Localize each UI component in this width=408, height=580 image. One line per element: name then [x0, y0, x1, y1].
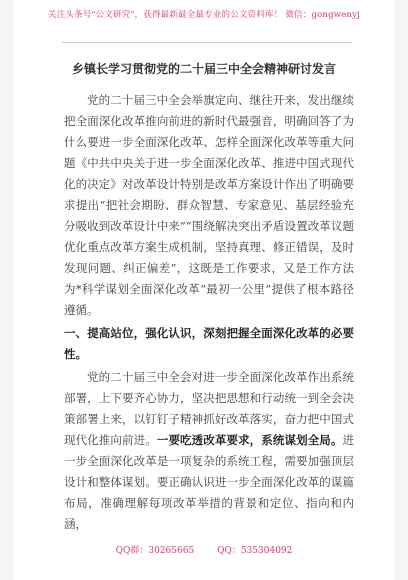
header-banner: 关注头条号"公文研究"，获得最新最全最专业的公文资料库！ 微信：gongwenyj: [48, 10, 360, 20]
document-title: 乡镇长学习贯彻党的二十届三中全会精神研讨发言: [71, 62, 336, 76]
footer-contact: [14, 543, 394, 556]
footer-qq: QQ：535304092: [217, 546, 293, 556]
header-divider: [62, 42, 352, 43]
paragraph-1: 党的二十届三中全会举旗定向、继往开来，发出继续把全面深化改革推向前进的新时代最强音，明确回答了为什么要进一步全面深化改革、怎样全面深化改革等重大问题《中共中央关于进一步全面深化改革、推进中国式现代化的决定》对改革设计特别是改革方案设计作出了明确要求提出“把社会期盼、群众智慧、专家意见、基层经验充分吸收到改革设计中来”“围绕解决突出矛盾设置改革议题优化重点改革方案生成机制，坚持真理、修正错误，及时发现问题、纠正偏差”，这既是工作要求，又是工作方法为*科学谋划全面深化改革“最初一公里”提供了根本路径遵循。: [64, 93, 354, 317]
paragraph-2-bold-point: 一要吃透改革要求，系统谋划全局。: [156, 433, 343, 447]
document-body: [64, 90, 354, 535]
paragraph-2-text-a: 党的二十届三中全会对进一步全面深化改革作出系统部署，上下要齐心协力，坚决把思想和行动统一到全会决策部署上来，以钉钉子精神抓好改革落实，奋力把中国式现代化推向前进。: [64, 370, 354, 447]
section-heading-1: 一、提高站位，强化认识，深刻把握全面深化改革的必要性。: [64, 326, 354, 361]
paragraph-2: [64, 367, 354, 535]
paragraph-2-text-b: 进一步全面深化改革是一项复杂的系统工程，需要加强顶层设计和整体谋划。要正确认识进一步全面深化改革的谋篇布局，准确理解每项改革举措的背景和定位、指向和内涵，: [64, 433, 355, 531]
document-page: [14, 0, 394, 580]
footer-qq-group: QQ群：30265665: [115, 546, 195, 556]
